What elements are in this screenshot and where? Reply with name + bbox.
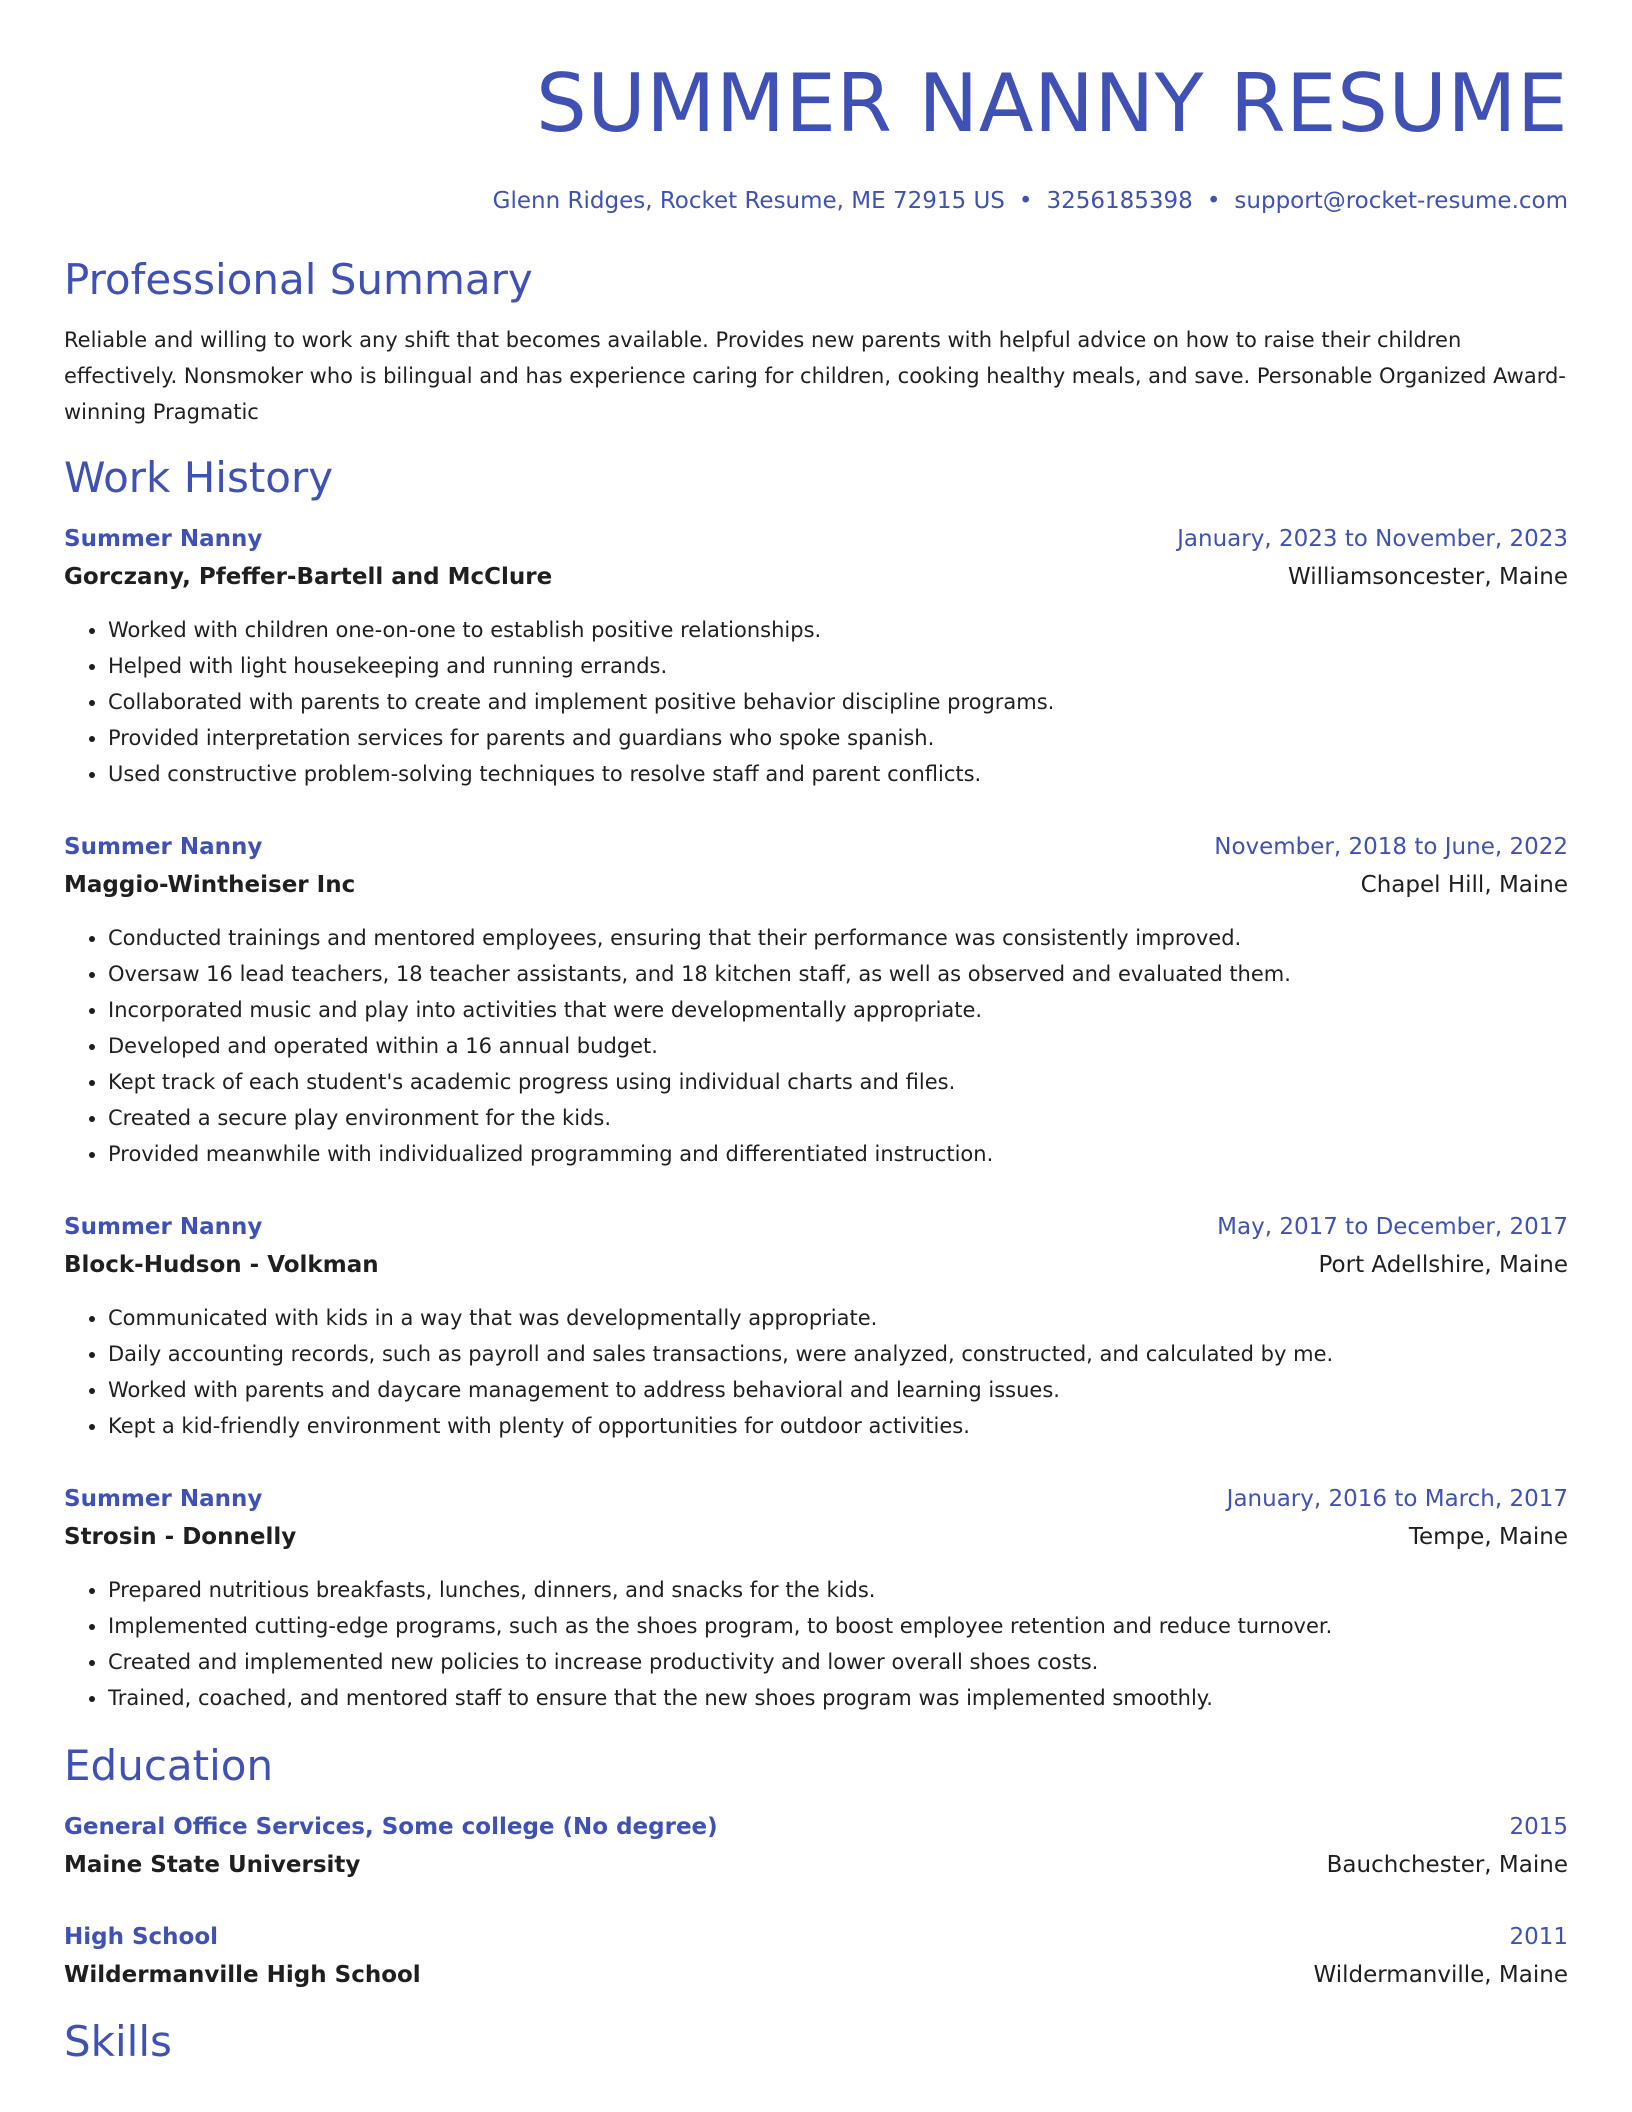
job-bullets (64, 612, 1568, 792)
job-dates: May, 2017 to December, 2017 (1217, 1214, 1568, 1240)
job-company-row (64, 866, 1568, 904)
job-location: Williamsoncester, Maine (1287, 564, 1568, 590)
job-entry (64, 520, 1568, 792)
education-header-row (64, 1918, 1568, 1956)
job-bullet: • Conducted trainings and mentored employees, ensuring that their performance was consistently improved. (108, 920, 1568, 956)
job-header-row (64, 520, 1568, 558)
job-company: Strosin - Donnelly (64, 1524, 297, 1550)
education-location: Wildermanville, Maine (1313, 1962, 1568, 1988)
job-header-row (64, 1208, 1568, 1246)
job-entry (64, 1208, 1568, 1444)
job-bullet: • Worked with children one-on-one to establish positive relationships. (108, 612, 1568, 648)
job-title: Summer Nanny (64, 1214, 263, 1240)
job-bullet: • Created and implemented new policies to increase productivity and lower overall shoes costs. (108, 1644, 1568, 1680)
education-location: Bauchchester, Maine (1326, 1852, 1568, 1878)
job-bullet: • Incorporated music and play into activities that were developmentally appropriate. (108, 992, 1568, 1028)
job-dates: January, 2023 to November, 2023 (1177, 526, 1568, 552)
section-heading-summary: Professional Summary (64, 255, 533, 304)
job-header-row (64, 1480, 1568, 1518)
job-entry (64, 828, 1568, 1172)
contact-line (64, 186, 1568, 216)
job-bullet: • Kept track of each student's academic progress using individual charts and files. (108, 1064, 1568, 1100)
job-bullet: • Provided interpretation services for parents and guardians who spoke spanish. (108, 720, 1568, 756)
contact-separator: • (1018, 188, 1033, 214)
job-bullet: • Created a secure play environment for the kids. (108, 1100, 1568, 1136)
job-bullet: • Kept a kid-friendly environment with plenty of opportunities for outdoor activities. (108, 1408, 1568, 1444)
contact-separator: • (1206, 188, 1221, 214)
job-location: Tempe, Maine (1408, 1524, 1568, 1550)
job-title: Summer Nanny (64, 834, 263, 860)
education-entry (64, 1918, 1568, 1994)
education-degree: High School (64, 1924, 219, 1950)
education-entry (64, 1808, 1568, 1884)
job-bullet: • Communicated with kids in a way that was developmentally appropriate. (108, 1300, 1568, 1336)
job-title: Summer Nanny (64, 526, 263, 552)
education-year: 2015 (1509, 1814, 1568, 1840)
job-bullet: • Implemented cutting-edge programs, such as the shoes program, to boost employee retention and reduce turnover. (108, 1608, 1568, 1644)
job-location: Chapel Hill, Maine (1360, 872, 1568, 898)
job-bullets (64, 1300, 1568, 1444)
education-school-row (64, 1956, 1568, 1994)
job-header-row (64, 828, 1568, 866)
job-bullet: • Prepared nutritious breakfasts, lunches, dinners, and snacks for the kids. (108, 1572, 1568, 1608)
job-company-row (64, 558, 1568, 596)
job-bullet: • Helped with light housekeeping and running errands. (108, 648, 1568, 684)
job-bullet: • Worked with parents and daycare management to address behavioral and learning issues. (108, 1372, 1568, 1408)
job-title: Summer Nanny (64, 1486, 263, 1512)
education-school-row (64, 1846, 1568, 1884)
job-dates: January, 2016 to March, 2017 (1226, 1486, 1568, 1512)
job-company: Maggio-Wintheiser Inc (64, 872, 356, 898)
job-bullet: • Trained, coached, and mentored staff to ensure that the new shoes program was implemented smoothly. (108, 1680, 1568, 1716)
job-bullet: • Used constructive problem-solving techniques to resolve staff and parent conflicts. (108, 756, 1568, 792)
section-heading-skills: Skills (64, 2017, 172, 2066)
job-company: Block-Hudson - Volkman (64, 1252, 379, 1278)
job-company-row (64, 1518, 1568, 1556)
education-school: Wildermanville High School (64, 1962, 421, 1988)
job-company-row (64, 1246, 1568, 1284)
job-bullet: • Developed and operated within a 16 annual budget. (108, 1028, 1568, 1064)
contact-address: Glenn Ridges, Rocket Resume, ME 72915 US (492, 188, 1005, 214)
job-bullet: • Oversaw 16 lead teachers, 18 teacher assistants, and 18 kitchen staff, as well as observed and evaluated them. (108, 956, 1568, 992)
job-dates: November, 2018 to June, 2022 (1214, 834, 1568, 860)
education-year: 2011 (1509, 1924, 1568, 1950)
education-degree: General Office Services, Some college (No degree) (64, 1814, 718, 1840)
job-location: Port Adellshire, Maine (1318, 1252, 1568, 1278)
education-school: Maine State University (64, 1852, 361, 1878)
job-bullets (64, 920, 1568, 1172)
job-bullets (64, 1572, 1568, 1716)
education-header-row (64, 1808, 1568, 1846)
contact-phone: 3256185398 (1046, 188, 1193, 214)
job-entry (64, 1480, 1568, 1716)
job-bullet: • Collaborated with parents to create and implement positive behavior discipline programs. (108, 684, 1568, 720)
job-bullet: • Daily accounting records, such as payroll and sales transactions, were analyzed, constructed, and calculated by me. (108, 1336, 1568, 1372)
section-heading-education: Education (64, 1741, 274, 1790)
section-heading-work-history: Work History (64, 453, 334, 502)
job-bullet: • Provided meanwhile with individualized programming and differentiated instruction. (108, 1136, 1568, 1172)
contact-email: support@rocket-resume.com (1234, 188, 1568, 214)
summary-text: Reliable and willing to work any shift that becomes available. Provides new parents with helpful advice on how to raise their children effectively. Nonsmoker who is bilingual and has experience caring for children, cooking healthy meals, and save. Personable Organized Award-winning Pragmatic (64, 328, 1566, 424)
job-company: Gorczany, Pfeffer-Bartell and McClure (64, 564, 553, 590)
resume-title: SUMMER NANNY RESUME (535, 57, 1568, 150)
